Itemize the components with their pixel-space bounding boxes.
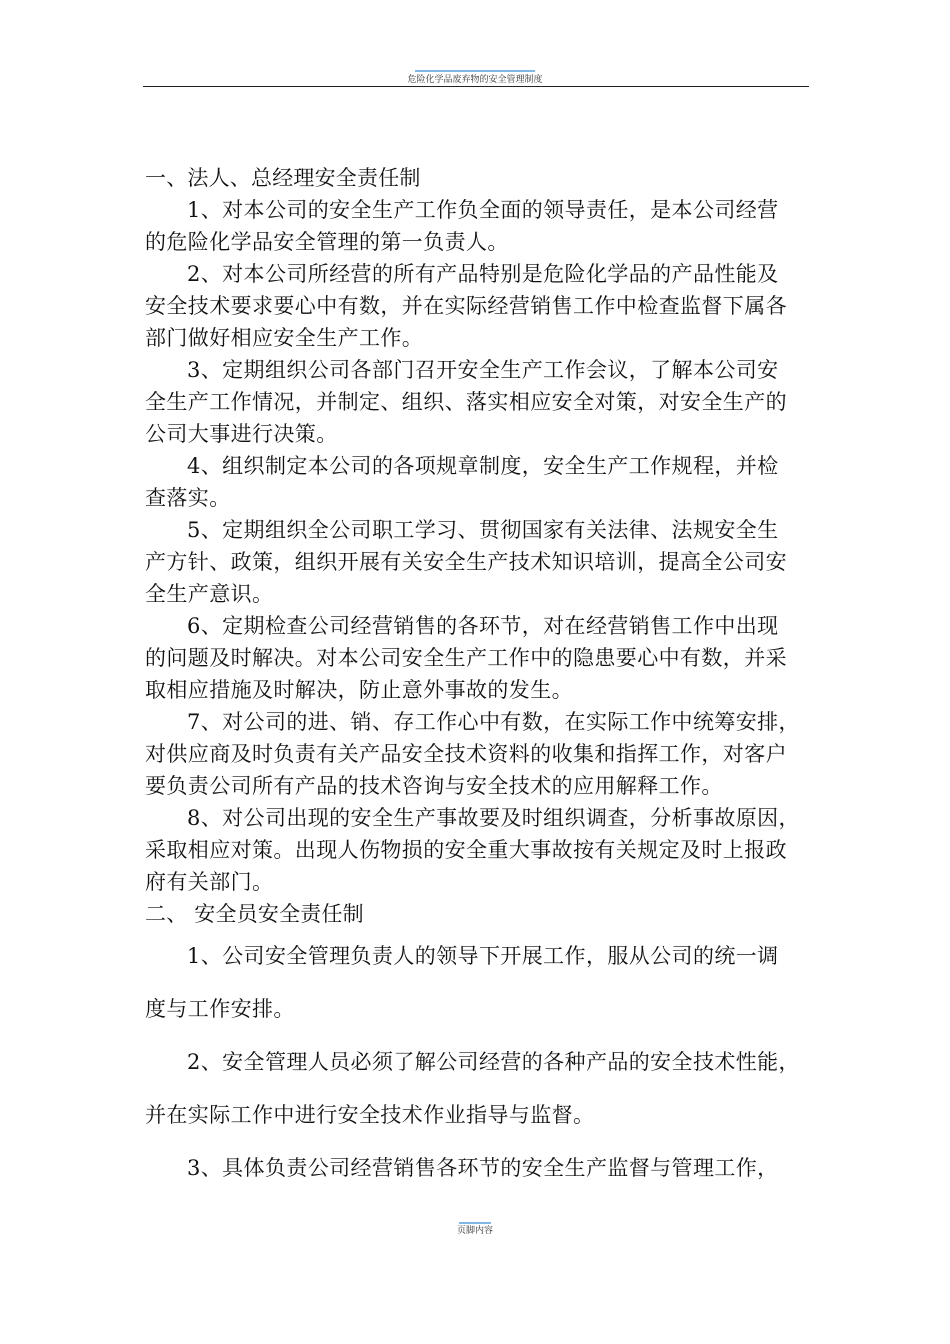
footer-accent-bar [459, 1222, 491, 1224]
section-2-item-1-line: 1、公司安全管理负责人的领导下开展工作，服从公司的统一调 [187, 944, 779, 968]
paragraph-2-line: 安全技术要求要心中有数，并在实际经营销售工作中检查监督下属各 [145, 294, 787, 318]
section-2-title: 二、 安全员安全责任制 [145, 902, 364, 926]
paragraph-5-line: 全生产意识。 [145, 582, 274, 606]
footer-text: 页脚内容 [456, 1226, 493, 1236]
header-title: 危险化学品废弃物的安全管理制度 [407, 75, 543, 85]
paragraph-8-line: 采取相应对策。出现人伤物损的安全重大事故按有关规定及时上报政 [145, 838, 787, 862]
paragraph-3-line: 公司大事进行决策。 [145, 422, 338, 446]
paragraph-4-line: 4、组织制定本公司的各项规章制度，安全生产工作规程，并检 [187, 454, 779, 478]
section-2-item-2-line: 2、安全管理人员必须了解公司经营的各种产品的安全技术性能， [187, 1050, 800, 1074]
header-accent-bar [415, 70, 535, 72]
paragraph-1-line: 的危险化学品安全管理的第一负责人。 [145, 230, 509, 254]
paragraph-2-line: 部门做好相应安全生产工作。 [145, 326, 424, 350]
page-header [0, 0, 950, 90]
paragraph-6-line: 的问题及时解决。对本公司安全生产工作中的隐患要心中有数，并采 [145, 646, 787, 670]
paragraph-5-line: 产方针、政策，组织开展有关安全生产技术知识培训，提高全公司安 [145, 550, 787, 574]
paragraph-3-line: 全生产工作情况，并制定、组织、落实相应安全对策，对安全生产的 [145, 390, 787, 414]
paragraph-7-line: 对供应商及时负责有关产品安全技术资料的收集和指挥工作，对客户 [145, 742, 787, 766]
paragraph-6-line: 6、定期检查公司经营销售的各环节，对在经营销售工作中出现 [187, 614, 779, 638]
paragraph-2-line: 2、对本公司所经营的所有产品特别是危险化学品的产品性能及 [187, 262, 779, 286]
paragraph-7-line: 要负责公司所有产品的技术咨询与安全技术的应用解释工作。 [145, 774, 723, 798]
paragraph-7-line: 7、对公司的进、销、存工作心中有数，在实际工作中统筹安排， [187, 710, 800, 734]
paragraph-6-line: 取相应措施及时解决，防止意外事故的发生。 [145, 678, 573, 702]
section-2-item-2-line: 并在实际工作中进行安全技术作业指导与监督。 [145, 1103, 595, 1127]
paragraph-8-line: 府有关部门。 [145, 870, 274, 894]
paragraph-8-line: 8、对公司出现的安全生产事故要及时组织调查，分析事故原因， [187, 806, 800, 830]
paragraph-4-line: 查落实。 [145, 486, 231, 510]
paragraph-1-line: 1、对本公司的安全生产工作负全面的领导责任，是本公司经营 [187, 198, 779, 222]
paragraph-3-line: 3、定期组织公司各部门召开安全生产工作会议，了解本公司安 [187, 358, 779, 382]
section-2-item-1-line: 度与工作安排。 [145, 997, 295, 1021]
section-2-item-3-line: 3、具体负责公司经营销售各环节的安全生产监督与管理工作， [187, 1156, 779, 1180]
document-body [145, 162, 810, 1195]
section-1-title: 一、法人、总经理安全责任制 [145, 166, 421, 190]
header-rule [143, 86, 809, 87]
paragraph-5-line: 5、定期组织全公司职工学习、贯彻国家有关法律、法规安全生 [187, 518, 779, 542]
